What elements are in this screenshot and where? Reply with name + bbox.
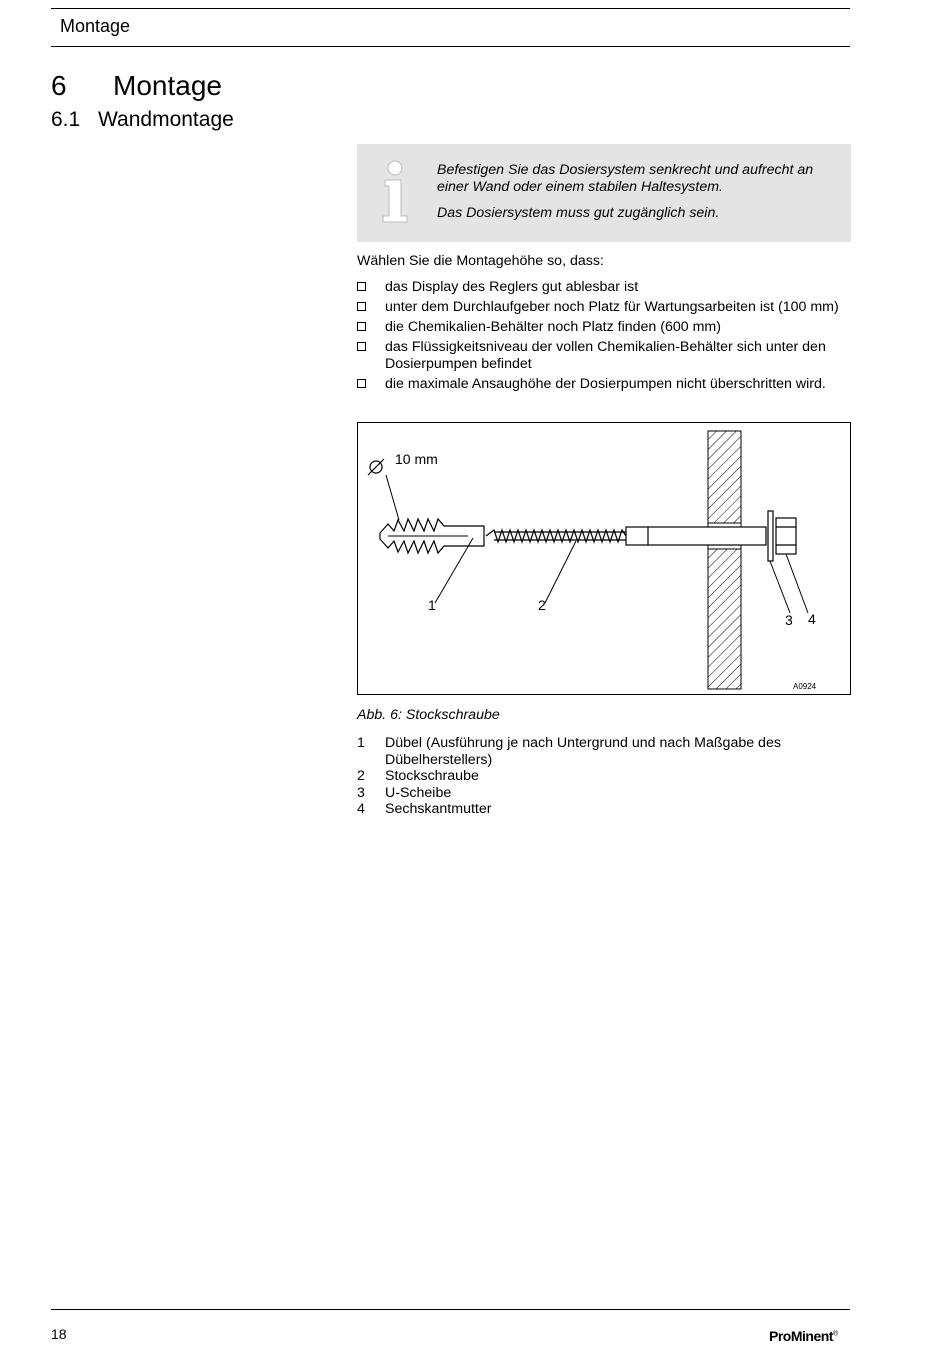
callout-2: 2 [538, 597, 546, 613]
bullet-square-icon [357, 322, 366, 331]
info-line: Befestigen Sie das Dosiersystem senkrecht und aufrecht an einer Wand oder einem stabilen Haltesystem. [437, 162, 814, 195]
header-top-rule [51, 8, 850, 9]
legend-item: 3 U-Scheibe [357, 784, 452, 801]
legend-item: 1 Dübel (Ausführung je nach Untergrund und nach Maßgabe des Dübelherstellers) [357, 735, 781, 768]
diameter-label: 10 mm [395, 451, 438, 467]
info-line: Das Dosiersystem muss gut zugänglich sein. [437, 205, 720, 221]
list-item: das Flüssigkeitsniveau der vollen Chemikalien-Behälter sich unter den Dosierpumpen befindet [357, 339, 857, 373]
bullet-square-icon [357, 379, 366, 388]
wall [708, 431, 741, 689]
page-number: 18 [51, 1326, 67, 1342]
legend-list [357, 735, 857, 818]
header-bottom-rule [51, 46, 850, 47]
section-title: Montage [113, 70, 222, 101]
brand-logo: ProMinent® [769, 1328, 838, 1344]
section-number: 6 [51, 70, 67, 101]
footer-rule [51, 1309, 850, 1310]
diameter-icon [368, 459, 384, 475]
callout-4: 4 [808, 611, 816, 627]
figure-caption: Abb. 6: Stockschraube [357, 707, 500, 723]
subsection-heading [51, 108, 234, 132]
dowel [380, 519, 484, 553]
bullet-square-icon [357, 282, 366, 291]
section-heading [51, 70, 222, 102]
callout-1: 1 [428, 597, 436, 613]
stock-screw [486, 527, 766, 545]
list-item: das Display des Reglers gut ablesbar ist [357, 279, 857, 296]
hex-nut [776, 518, 796, 554]
callout-3: 3 [785, 612, 793, 628]
info-box [357, 144, 851, 242]
info-text [437, 162, 842, 222]
bullet-square-icon [357, 302, 366, 311]
bullet-list [357, 279, 857, 396]
intro-text: Wählen Sie die Montagehöhe so, dass: [357, 253, 604, 269]
bullet-square-icon [357, 342, 366, 351]
legend-item: 2 Stockschraube [357, 768, 479, 784]
info-icon [375, 160, 415, 226]
list-item: die Chemikalien-Behälter noch Platz finden (600 mm) [357, 319, 857, 336]
list-item: die maximale Ansaughöhe der Dosierpumpen nicht überschritten wird. [357, 376, 857, 393]
legend-item: 4 Sechskantmutter [357, 801, 492, 817]
list-item: unter dem Durchlaufgeber noch Platz für Wartungsarbeiten ist (100 mm) [357, 299, 857, 316]
running-header: Montage [60, 16, 131, 36]
subsection-number: 6.1 [51, 108, 81, 131]
figure-stockschraube [357, 422, 851, 695]
figure-code: A0924 [793, 682, 817, 691]
washer [768, 511, 773, 561]
subsection-title: Wandmontage [98, 108, 234, 131]
